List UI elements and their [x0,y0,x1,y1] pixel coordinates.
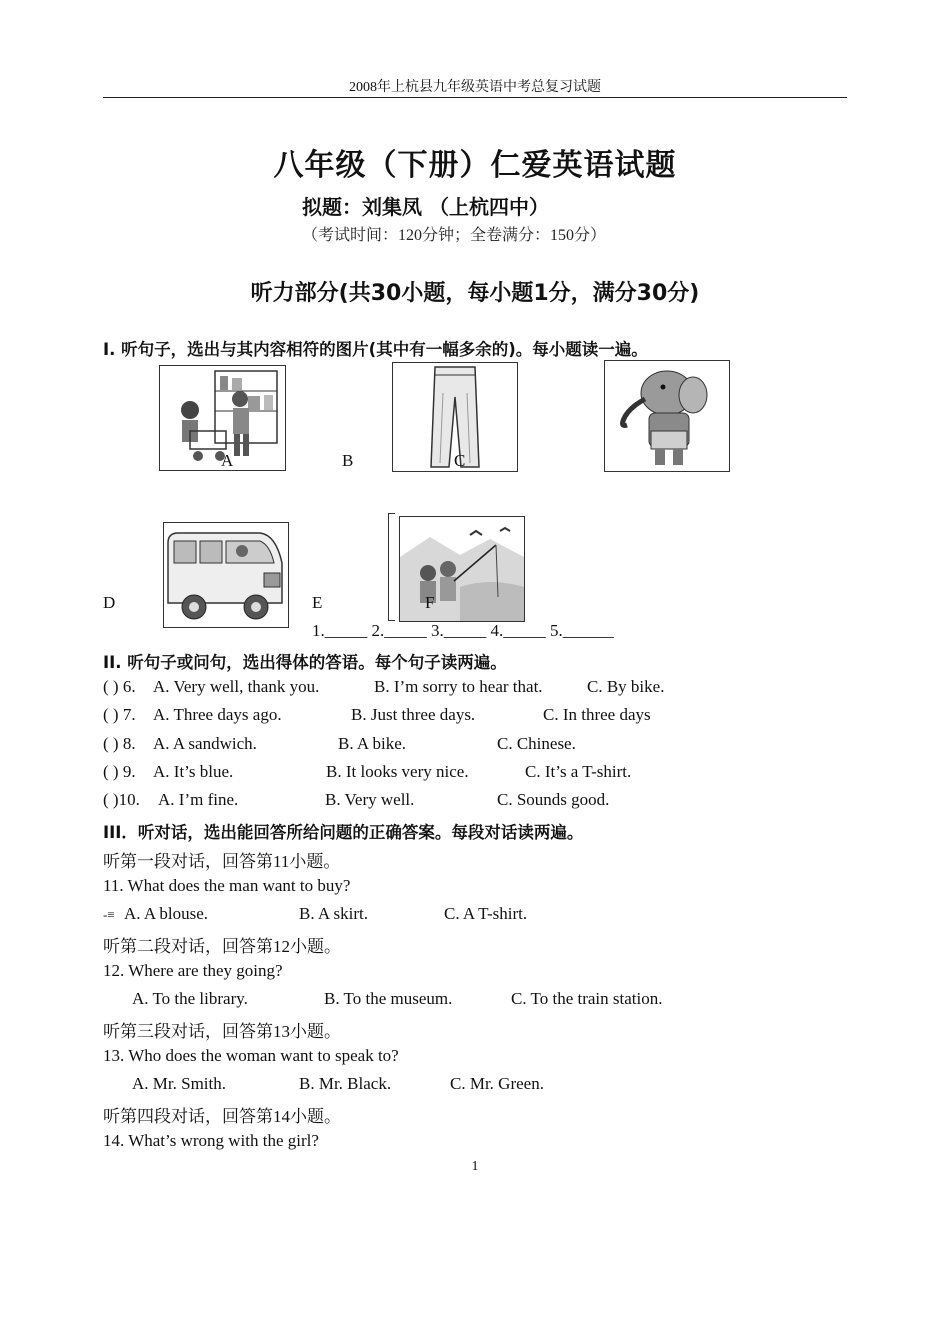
exam-author: 拟题：刘集凤 （上杭四中） [302,195,549,219]
label-e: E [312,593,323,612]
q9-option-b: B. It looks very nice. [326,762,469,781]
part2-heading: II. 听句子或问句，选出得体的答语。每个句子读两遍。 [103,653,507,672]
q10-num: ( )10. [103,790,140,809]
picture-f-fishing [399,516,525,622]
q13-option-a: A. Mr. Smith. [132,1074,226,1093]
q13-option-b: B. Mr. Black. [299,1074,392,1093]
question-8 [103,734,803,758]
q7-num: ( ) 7. [103,705,136,724]
q12-option-b: B. To the museum. [324,989,453,1008]
part3-heading: III．听对话，选出能回答所给问题的正确答案。每段对话读两遍。 [103,823,584,842]
q11-option-c: C. A T-shirt. [444,904,528,923]
q9-option-c: C. It’s a T-shirt. [525,762,632,781]
q6-num: ( ) 6. [103,677,136,696]
label-f: F [425,593,435,612]
label-c: C [454,451,466,470]
dialogue-1-intro: 听第一段对话，回答第11小题。 [103,852,341,871]
q7-option-a: A. Three days ago. [153,705,282,724]
question-13: 13. Who does the woman want to speak to? [103,1046,399,1065]
q8-option-b: B. A bike. [338,734,407,753]
part1-answer-line: 1._____ 2._____ 3._____ 4._____ 5.______ [312,621,614,640]
question-10 [103,790,803,814]
question-12: 12. Where are they going? [103,961,283,980]
dialogue-4-intro: 听第四段对话，回答第14小题。 [103,1107,341,1126]
label-a: A [221,451,234,470]
q6-option-a: A. Very well, thank you. [153,677,320,696]
label-b: B [342,451,354,470]
part1-heading: I. 听句子，选出与其内容相符的图片(其中有一幅多余的)。每小题读一遍。 [103,340,648,359]
q13-option-c: C. Mr. Green. [450,1074,544,1093]
dialogue-3-intro: 听第三段对话，回答第13小题。 [103,1022,341,1041]
picture-bracket [388,513,395,621]
q12-option-c: C. To the train station. [511,989,663,1008]
q6-option-b: B. I’m sorry to hear that. [374,677,543,696]
header-rule [103,97,847,98]
q8-option-c: C. Chinese. [497,734,576,753]
q6-option-c: C. By bike. [587,677,665,696]
exam-info: （考试时间：120分钟；全卷满分：150分） [302,227,607,244]
q8-option-a: A. A sandwich. [153,734,257,753]
q7-option-c: C. In three days [543,705,651,724]
q10-option-c: C. Sounds good. [497,790,610,809]
picture-d-bus [163,522,289,628]
exam-title: 八年级（下册）仁爱英语试题 [273,148,677,183]
section-title: 听力部分(共30小题，每小题1分，满分30分) [250,281,700,306]
question-9 [103,762,803,786]
q11-option-a: A. A blouse. [124,904,209,923]
q9-option-a: A. It’s blue. [153,762,234,781]
question-13-options [103,1074,803,1098]
label-d: D [103,593,116,612]
question-12-options [103,989,803,1013]
q9-num: ( ) 9. [103,762,136,781]
question-14: 14. What’s wrong with the girl? [103,1131,319,1150]
page-number: 1 [471,1159,479,1174]
picture-elephant [604,360,730,472]
q10-option-b: B. Very well. [325,790,415,809]
q8-num: ( ) 8. [103,734,136,753]
question-6 [103,677,803,701]
page-header: 2008年上杭县九年级英语中考总复习试题 [349,80,601,95]
q10-option-a: A. I’m fine. [158,790,239,809]
question-7 [103,705,803,729]
q12-option-a: A. To the library. [132,989,248,1008]
question-11: 11. What does the man want to buy? [103,876,351,895]
question-11-options [103,904,803,928]
q11-option-b: B. A skirt. [299,904,368,923]
q11-mark: -≡ [103,907,115,922]
q7-option-b: B. Just three days. [351,705,476,724]
dialogue-2-intro: 听第二段对话，回答第12小题。 [103,937,341,956]
